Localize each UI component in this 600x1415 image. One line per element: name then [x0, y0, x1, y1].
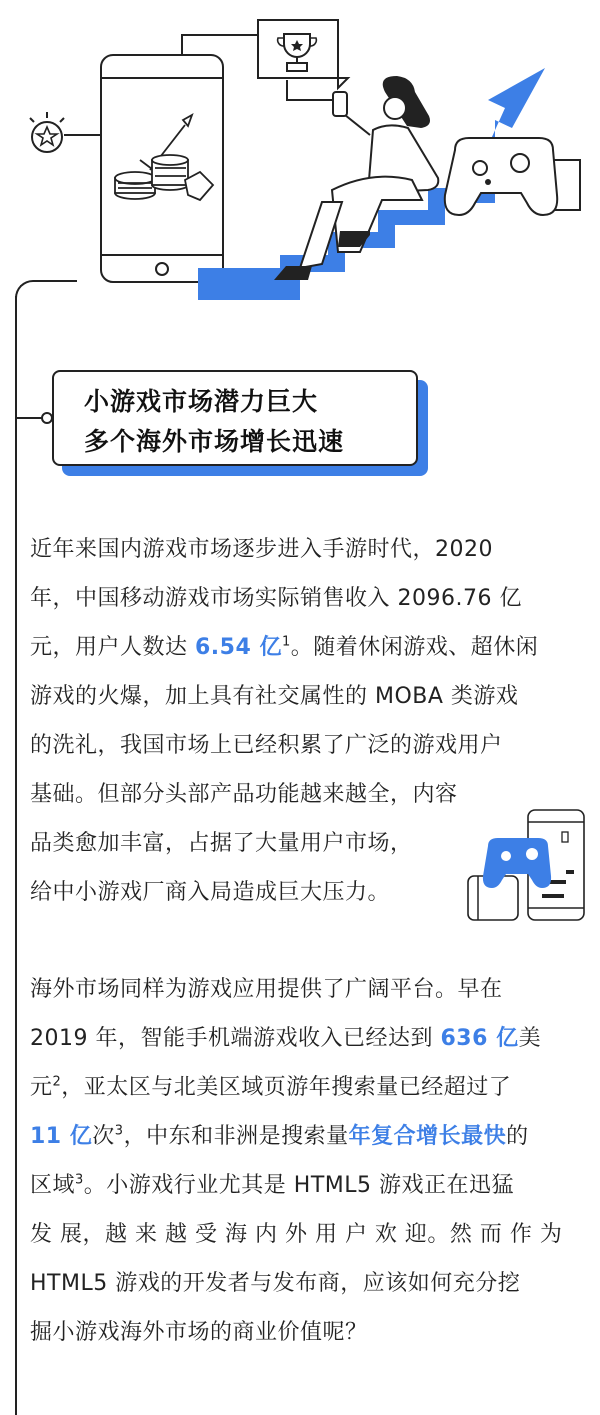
footnote-ref: 3	[75, 1172, 84, 1188]
timeline-connector	[17, 417, 43, 419]
p1-line-8: 给中小游戏厂商入局造成巨大压力。	[30, 880, 391, 905]
p1-line-5: 的洗礼，我国市场上已经积累了广泛的游戏用户	[30, 733, 503, 758]
p2-line-1: 海外市场同样为游戏应用提供了广阔平台。早在	[30, 977, 503, 1002]
p2-text: 元	[30, 1075, 53, 1100]
footnote-ref: 3	[114, 1123, 124, 1139]
footnote-ref: 1	[281, 634, 291, 650]
hero-illustration	[0, 0, 600, 320]
p2-line-2	[30, 1014, 585, 1063]
p1-text: 元，用户人数达	[30, 635, 195, 660]
p2-line-8: 掘小游戏海外市场的商业价值呢？	[30, 1320, 368, 1345]
p2-line-6: 发 展，越 来 越 受 海 内 外 用 户 欢 迎。然 而 作 为	[30, 1222, 563, 1247]
star-badge-icon	[30, 112, 64, 152]
p2-text: ，中东和非洲是搜索量	[123, 1124, 349, 1149]
headline-box	[52, 370, 418, 466]
p1-line-1: 近年来国内游戏市场逐步进入手游时代，2020	[30, 537, 493, 562]
game-controller-icon	[445, 138, 557, 215]
p1-line-2: 年，中国移动游戏市场实际销售收入 2096.76 亿	[30, 586, 522, 611]
revenue-highlight: 636 亿	[440, 1026, 519, 1051]
p2-text: 次	[92, 1124, 115, 1149]
p2-line-5	[30, 1161, 585, 1210]
timeline-line	[15, 296, 17, 1415]
p2-line-3	[30, 1063, 585, 1112]
woman-figure	[274, 76, 438, 280]
headline-line-2: 多个海外市场增长迅速	[84, 427, 345, 456]
p2-line-7: HTML5 游戏的开发者与发布商，应该如何充分挖	[30, 1271, 521, 1296]
p2-text: 2019 年，智能手机端游戏收入已经达到	[30, 1026, 441, 1051]
p2-text: 的	[506, 1124, 529, 1149]
p2-text: 美	[518, 1026, 542, 1051]
mini-illustration	[466, 808, 588, 924]
paragraph-2	[30, 965, 585, 1357]
search-volume-highlight: 11 亿	[30, 1124, 93, 1149]
p1-text: 。随着休闲游戏、超休闲	[290, 635, 539, 660]
p1-line-6: 基础。但部分头部产品功能越来越全，内容	[30, 782, 458, 807]
p2-text: ，亚太区与北美区域页游年搜索量已经超过了	[61, 1075, 512, 1100]
footnote-ref: 2	[52, 1074, 62, 1090]
p1-line-7: 品类愈加丰富，占据了大量用户市场，	[30, 831, 413, 856]
growth-highlight: 年复合增长最快	[348, 1124, 507, 1149]
p2-text: 。小游戏行业尤其是 HTML5 游戏正在迅猛	[83, 1173, 515, 1198]
p1-line-3	[30, 623, 585, 672]
p1-line-4: 游戏的火爆，加上具有社交属性的 MOBA 类游戏	[30, 684, 519, 709]
p2-text: 区域	[30, 1173, 76, 1198]
p2-line-4	[30, 1112, 585, 1161]
trophy-icon	[258, 20, 348, 88]
user-count-highlight: 6.54 亿	[195, 635, 282, 660]
timeline-curve	[15, 280, 77, 312]
headline-line-1: 小游戏市场潜力巨大	[84, 387, 319, 416]
